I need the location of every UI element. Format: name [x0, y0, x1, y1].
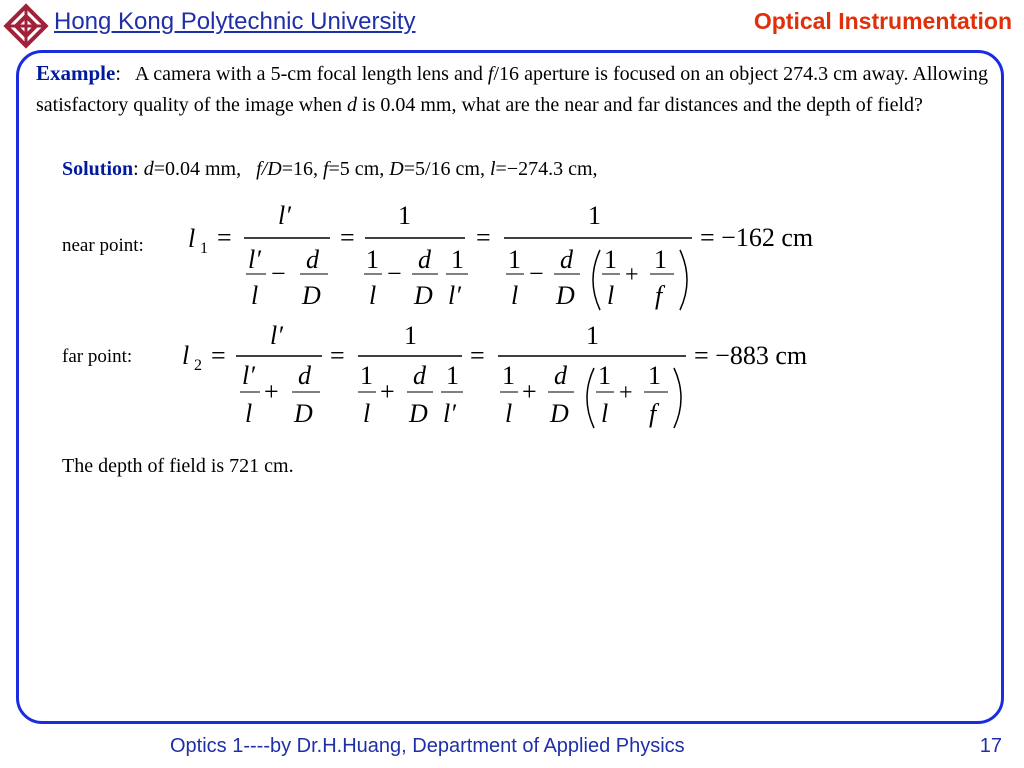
svg-text:d: d: [298, 361, 311, 390]
solution-label: Solution: [62, 158, 134, 180]
svg-text:+: +: [619, 380, 633, 406]
svg-text:d: d: [413, 361, 426, 390]
example-label: Example: [36, 61, 116, 85]
svg-text:d: d: [560, 245, 573, 274]
near-point-label: near point:: [62, 235, 144, 256]
svg-text:1: 1: [654, 245, 667, 274]
svg-text:1: 1: [200, 240, 208, 257]
svg-text:l′: l′: [248, 245, 261, 274]
svg-text:−: −: [529, 259, 544, 288]
svg-text:D: D: [409, 399, 428, 428]
svg-text:1: 1: [588, 201, 601, 230]
polyu-logo-icon: [2, 2, 50, 50]
svg-text:+: +: [380, 377, 395, 406]
svg-text:1: 1: [648, 361, 661, 390]
svg-text:1: 1: [604, 245, 617, 274]
svg-text:−: −: [387, 259, 402, 288]
svg-text:l: l: [505, 399, 513, 428]
solution-givens: Solution: d=0.04 mm, f/D=16, f=5 cm, D=5/16 cm, l=−274.3 cm,: [62, 158, 598, 180]
svg-text:1: 1: [451, 245, 464, 274]
svg-text:+: +: [522, 377, 537, 406]
svg-text:1: 1: [446, 361, 459, 390]
svg-text:d: d: [418, 245, 431, 274]
svg-text:D: D: [294, 399, 313, 428]
course-title: Optical Instrumentation: [753, 8, 1012, 34]
svg-text:=: =: [330, 341, 345, 370]
svg-text:1: 1: [502, 361, 515, 390]
university-name: Hong Kong Polytechnic University: [54, 8, 416, 35]
svg-text:= −162 cm: = −162 cm: [700, 223, 814, 252]
svg-text:=: =: [476, 223, 491, 252]
svg-text:−: −: [271, 259, 286, 288]
svg-text:l: l: [182, 341, 190, 370]
svg-text:1: 1: [586, 322, 599, 350]
svg-text:+: +: [264, 377, 279, 406]
svg-text:1: 1: [508, 245, 521, 274]
svg-text:1: 1: [360, 361, 373, 390]
far-point-label: far point:: [62, 346, 133, 367]
svg-text:l: l: [607, 281, 615, 310]
svg-text:1: 1: [404, 322, 417, 350]
svg-text:l: l: [245, 399, 253, 428]
page-number: 17: [979, 735, 1002, 757]
svg-text:=: =: [217, 223, 232, 252]
svg-text:1: 1: [598, 361, 611, 390]
problem-statement: Example: A camera with a 5-cm focal length lens and f/16 aperture is focused on an object 274.3 cm away. Allowing satisfactory quality of the image when d is 0.04 mm, what are the near and far distances and the depth of field?: [36, 61, 988, 116]
far-point-equation: [170, 322, 860, 457]
svg-text:2: 2: [194, 357, 202, 374]
depth-of-field-conclusion: The depth of field is 721 cm.: [62, 455, 294, 477]
svg-text:D: D: [302, 281, 321, 310]
svg-text:d: d: [306, 245, 319, 274]
svg-text:l′: l′: [278, 201, 291, 230]
svg-text:l: l: [369, 281, 377, 310]
svg-text:= −883 cm: = −883 cm: [694, 341, 808, 370]
svg-text:1: 1: [398, 201, 411, 230]
svg-text:+: +: [625, 262, 639, 288]
svg-text:=: =: [340, 223, 355, 252]
svg-text:l′: l′: [448, 281, 461, 310]
svg-text:l′: l′: [443, 399, 456, 428]
svg-text:l′: l′: [242, 361, 255, 390]
svg-text:d: d: [554, 361, 567, 390]
near-point-equation: [170, 190, 860, 325]
svg-text:D: D: [414, 281, 433, 310]
svg-text:=: =: [211, 341, 226, 370]
svg-text:l: l: [188, 224, 196, 253]
svg-text:l: l: [251, 281, 259, 310]
svg-text:f: f: [655, 281, 663, 310]
footer-credit: Optics 1----by Dr.H.Huang, Department of Applied Physics: [170, 735, 685, 757]
svg-text:D: D: [556, 281, 575, 310]
svg-text:l: l: [511, 281, 519, 310]
svg-text:l′: l′: [270, 322, 283, 350]
svg-text:f: f: [649, 399, 657, 428]
svg-text:D: D: [550, 399, 569, 428]
svg-text:l: l: [363, 399, 371, 428]
svg-text:l: l: [601, 399, 609, 428]
svg-text:1: 1: [366, 245, 379, 274]
svg-text:=: =: [470, 341, 485, 370]
